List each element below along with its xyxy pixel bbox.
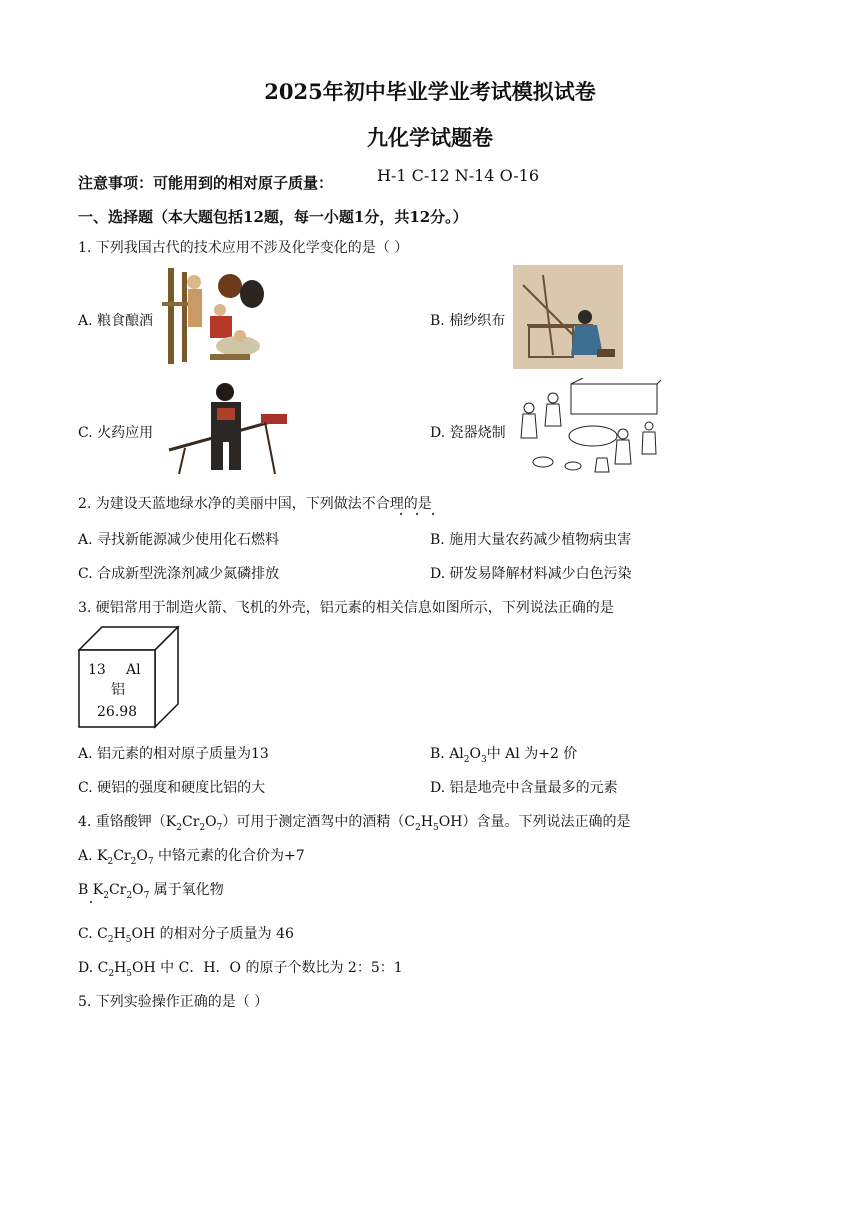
q2-option-d: D. 研发易降解材料减少白色污染 (430, 566, 632, 582)
q4-stem: 4. 重铬酸钾$(K_2Cr_2O_7)$可用于测定酒驾中的酒精$(C_2H_5OH)$含量。下列说法正确的是 (78, 814, 631, 833)
q4-option-c: C. $C_2H_5OH$ 的相对分子质量为 46 (78, 926, 294, 945)
element-mass: 26.98 (97, 704, 138, 720)
porcelain-making-illustration (513, 378, 661, 476)
q2-option-c: C. 合成新型洗涤剂减少氮磷排放 (78, 566, 280, 582)
emphasis-dot (416, 513, 418, 515)
section-heading: 一、选择题（本大题包括12题，每一小题1分，共12分。） (78, 208, 468, 226)
q1-option-c: C. 火药应用 (78, 425, 154, 441)
q3-option-d: D. 铝是地壳中含量最多的元素 (430, 780, 618, 796)
q2-option-b: B. 施用大量农药减少植物病虫害 (430, 532, 632, 548)
gunpowder-warrior-illustration (165, 378, 287, 478)
emphasis-dot (432, 513, 434, 515)
q4-option-a: A. $K_2Cr_2O_7$ 中铬元素的化合价为+7 (78, 848, 305, 867)
element-symbol: Al (126, 662, 141, 678)
element-number: 13 (88, 662, 106, 678)
notice-label: 注意事项：可能用到的相对原子质量： (78, 174, 334, 192)
q5-stem: 5. 下列实验操作正确的是（ ） (78, 994, 269, 1010)
q2-stem: 2. 为建设天蓝地绿水净的美丽中国，下列做法不合理的是 (78, 496, 432, 512)
q3-option-c: C. 硬铝的强度和硬度比铝的大 (78, 780, 266, 796)
page-title: 2025年初中毕业学业考试模拟试卷 (264, 79, 596, 104)
q4-option-d: D. $C_2H_5OH$ 中 C．H．O 的原子个数比为 2：5：1 (78, 960, 403, 979)
q4-option-b: B $K_2Cr_2O_7$ 属于氧化物 (78, 882, 224, 901)
atomic-masses: H-1 C-12 N-14 O-16 (377, 166, 540, 185)
element-card (78, 628, 164, 720)
stray-dot (90, 901, 92, 903)
q2-option-a: A. 寻找新能源减少使用化石燃料 (78, 532, 280, 548)
q3-stem: 3. 硬铝常用于制造火箭、飞机的外壳，铝元素的相关信息如图所示，下列说法正确的是 (78, 600, 614, 616)
wine-brewing-illustration (160, 262, 276, 370)
weaving-loom-illustration (513, 265, 623, 369)
q1-stem: 1. 下列我国古代的技术应用不涉及化学变化的是（ ） (78, 240, 409, 256)
q3-option-a: A. 铝元素的相对原子质量为13 (78, 746, 269, 762)
q1-option-d: D. 瓷器烧制 (430, 425, 506, 441)
q1-option-b: B. 棉纱织布 (430, 313, 506, 329)
q3-option-b: B. $Al_2O_3$中 Al 为+2 价 (430, 746, 578, 765)
element-name: 铝 (111, 682, 125, 698)
q1-option-a: A. 粮食酿酒 (78, 313, 154, 329)
emphasis-dot (400, 513, 402, 515)
page-subtitle: 九化学试题卷 (367, 125, 493, 150)
